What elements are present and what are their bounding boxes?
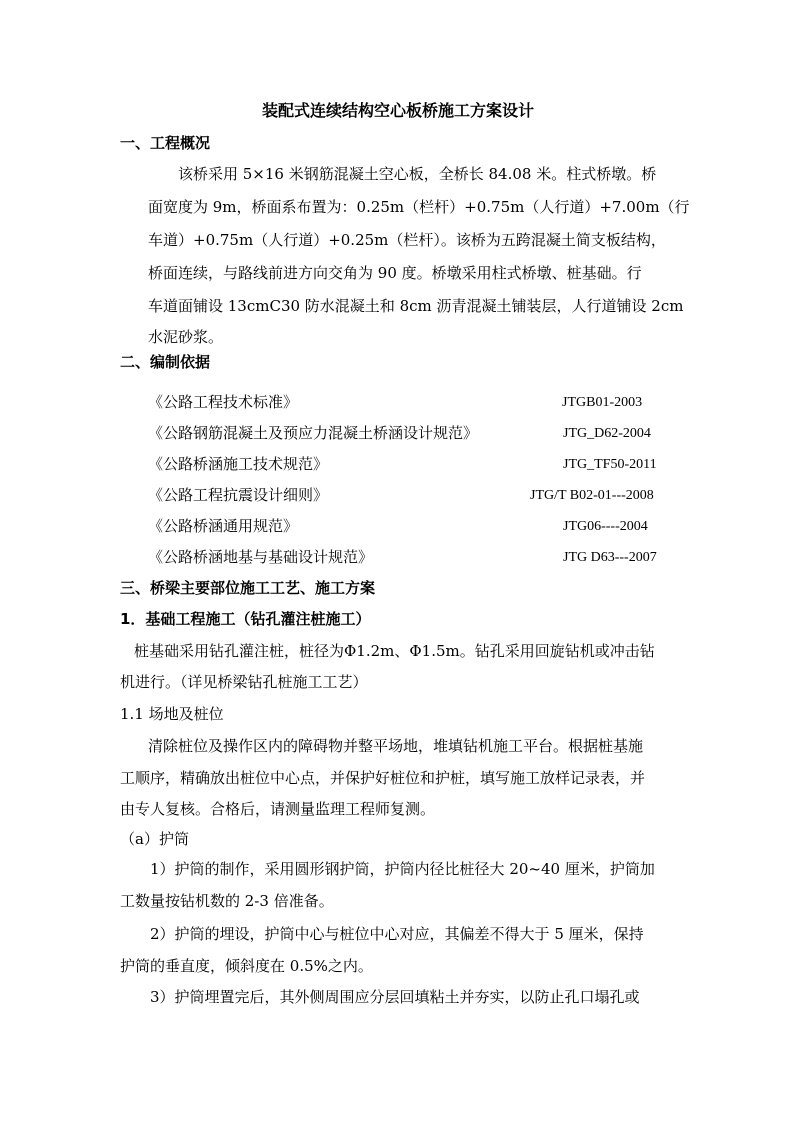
item-line: 2）护筒的埋设，护筒中心与桩位中心对应，其偏差不得大于 5 厘米，保持: [150, 925, 644, 943]
reference-name: 《公路桥涵通用规范》: [148, 517, 299, 535]
section-2-heading: 二、编制依据: [120, 353, 211, 371]
document-title: 装配式连续结构空心板桥施工方案设计: [262, 101, 535, 120]
section-1-line-1: 该桥采用 5×16 米钢筋混凝土空心板，全桥长 84.08 米。柱式桥墩。桥: [178, 165, 657, 183]
reference-code: JTG_D62-2004: [563, 426, 651, 441]
reference-name: 《公路钢筋混凝土及预应力混凝土桥涵设计规范》: [148, 424, 479, 442]
item-line: 护筒的垂直度，倾斜度在 0.5%之内。: [120, 957, 373, 975]
section-1-line-3: 车道）+0.75m（人行道）+0.25m（栏杆）。该桥为五跨混凝土简支板结构，: [148, 231, 666, 249]
reference-name: 《公路桥涵地基与基础设计规范》: [148, 548, 374, 566]
reference-name: 《公路工程抗震设计细则》: [148, 486, 329, 504]
reference-code: JTGB01-2003: [562, 395, 643, 410]
reference-code: JTG/T B02-01---2008: [530, 488, 654, 503]
subsection-1-1-heading: 1.1 场地及桩位: [120, 705, 224, 723]
subsection-1-1-line-3: 由专人复核。合格后，请测量监理工程师复测。: [120, 800, 436, 818]
reference-name: 《公路桥涵施工技术规范》: [148, 455, 329, 473]
item-line: 1）护筒的制作，采用圆形钢护筒，护筒内径比桩径大 20~40 厘米，护筒加: [150, 860, 655, 878]
item-line: 工数量按钻机数的 2-3 倍准备。: [120, 892, 334, 910]
section-1-line-4: 桥面连续，与路线前进方向交角为 90 度。桥墩采用柱式桥墩、桩基础。行: [148, 264, 642, 282]
section-1-line-2: 面宽度为 9m，桥面系布置为：0.25m（栏杆）+0.75m（人行道）+7.00m（行: [148, 198, 690, 216]
item-a-heading: （a）护筒: [120, 830, 189, 848]
reference-code: JTG D63---2007: [563, 550, 657, 565]
section-1-line-6: 水泥砂浆。: [148, 328, 224, 346]
subsection-1-line-1: 桩基础采用钻孔灌注桩，桩径为Φ1.2m、Φ1.5m。钻孔采用回旋钻机或冲击钻: [134, 642, 655, 660]
reference-name: 《公路工程技术标准》: [148, 393, 299, 411]
reference-code: JTG06----2004: [563, 519, 648, 534]
section-3-heading: 三、桥梁主要部位施工工艺、施工方案: [120, 579, 376, 597]
subsection-1-line-2: 机进行。（详见桥梁钻孔桩施工工艺）: [120, 673, 368, 691]
subsection-1-heading: 1．基础工程施工（钻孔灌注桩施工）: [120, 610, 371, 628]
item-line: 3）护筒埋置完后，其外侧周围应分层回填粘土并夯实，以防止孔口塌孔或: [150, 988, 640, 1006]
reference-code: JTG_TF50-2011: [563, 457, 657, 472]
subsection-1-1-line-2: 工顺序，精确放出桩位中心点，并保护好桩位和护桩，填写施工放样记录表，并: [120, 769, 646, 787]
subsection-1-1-line-1: 清除桩位及操作区内的障碍物并整平场地，堆填钻机施工平台。根据桩基施: [148, 737, 644, 755]
section-1-heading: 一、工程概况: [120, 134, 211, 152]
section-1-line-5: 车道面铺设 13cmC30 防水混凝土和 8cm 沥青混凝土铺装层，人行道铺设 2cm: [148, 297, 684, 315]
